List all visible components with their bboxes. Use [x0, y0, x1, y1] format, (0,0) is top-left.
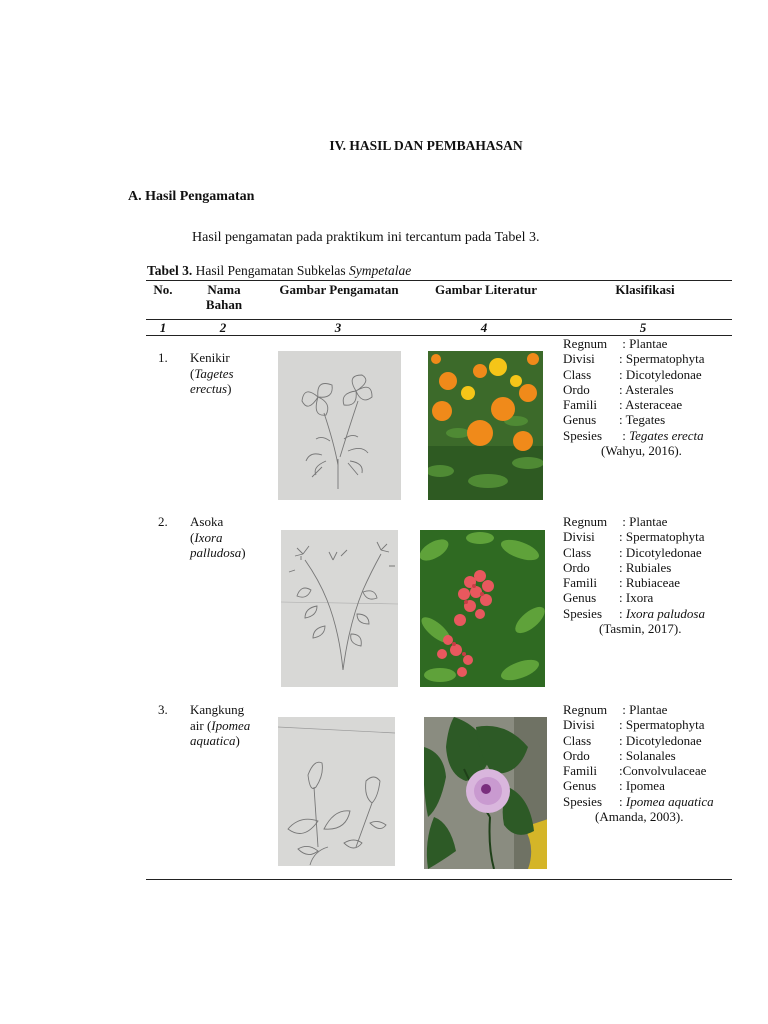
row-1-famili: Famili : Asteraceae: [563, 397, 683, 413]
row-2-klasifikasi: [563, 514, 705, 636]
header-no: No.: [153, 282, 173, 297]
row-2-regnum: Regnum : Plantae: [563, 514, 668, 529]
row-2-no: 2.: [158, 514, 168, 529]
column-number-4: 4: [480, 320, 488, 335]
row-3-nama: [190, 702, 250, 749]
row-1-literature-photo: [428, 351, 543, 500]
header-nama-bahan: [196, 282, 252, 312]
marigold-sketch-drawing: [278, 351, 401, 500]
row-3-ordo: Ordo : Solanales: [563, 747, 676, 763]
morning-glory-photo: [424, 717, 547, 869]
row-3-class: Class : Dicotyledonae: [563, 732, 702, 748]
row-2-name-scientific-1: (Ixora: [190, 529, 223, 545]
row-3-name-common: Kangkung: [190, 702, 245, 717]
water-spinach-sketch-drawing: [278, 717, 395, 866]
section-title: A. Hasil Pengamatan: [128, 189, 255, 204]
row-3-famili: Famili :Convolvulaceae: [563, 763, 707, 779]
row-1-divisi: Divisi : Spermatophyta: [563, 351, 705, 367]
column-number-1: 1: [159, 320, 167, 335]
row-1-class: Class : Dicotyledonae: [563, 366, 702, 382]
column-number-5: 5: [639, 320, 647, 335]
row-2-name-scientific-2: palludosa): [190, 545, 246, 560]
header-nama-line2: Bahan: [205, 297, 243, 312]
row-1-no: 1.: [158, 350, 168, 365]
row-2-famili: Famili : Rubiaceae: [563, 575, 680, 591]
marigold-photo: [428, 351, 543, 500]
row-3-literature-photo: [424, 717, 547, 869]
row-2-sketch-image: [281, 530, 398, 687]
row-2-literature-photo: [420, 530, 545, 687]
row-1-name-scientific-2: erectus): [190, 381, 232, 396]
row-1-genus: Genus : Tegates: [563, 412, 666, 428]
row-2-class: Class : Dicotyledonae: [563, 544, 702, 560]
row-3-divisi: Divisi : Spermatophyta: [563, 717, 705, 733]
row-2-divisi: Divisi : Spermatophyta: [563, 529, 705, 545]
row-3-name-scientific-2: aquatica): [190, 733, 240, 748]
chapter-title: IV. HASIL DAN PEMBAHASAN: [329, 138, 523, 153]
table-bottom-rule: [146, 879, 732, 880]
row-1-spesies: Spesies : Tegates erecta: [563, 427, 704, 443]
row-3-spesies: Spesies : Ipomea aquatica: [563, 793, 714, 809]
ixora-sketch-drawing: [281, 530, 398, 687]
row-2-name-common: Asoka: [190, 514, 224, 529]
column-number-2: 2: [219, 320, 227, 335]
row-2-spesies: Spesies : Ixora paludosa: [563, 605, 705, 621]
header-gambar-pengamatan: Gambar Pengamatan: [279, 282, 399, 297]
header-klasifikasi: Klasifikasi: [615, 282, 675, 297]
column-number-3: 3: [334, 320, 342, 335]
row-1-klasifikasi: [563, 336, 705, 458]
row-1-nama: [190, 350, 234, 397]
row-1-reference: (Wahyu, 2016).: [601, 443, 682, 459]
row-3-regnum: Regnum : Plantae: [563, 702, 668, 717]
header-nama-line1: Nama: [207, 282, 241, 297]
row-3-reference: (Amanda, 2003).: [595, 809, 684, 825]
row-3-genus: Genus : Ipomea: [563, 778, 665, 794]
row-1-name-common: Kenikir: [190, 350, 230, 365]
table-top-rule: [146, 280, 732, 281]
row-1-sketch-image: [278, 351, 401, 500]
row-3-no: 3.: [158, 702, 168, 717]
header-gambar-literatur: Gambar Literatur: [435, 282, 537, 297]
table-caption-label: Tabel 3.: [147, 263, 193, 278]
ixora-photo: [420, 530, 545, 687]
row-3-klasifikasi: [563, 702, 714, 824]
intro-paragraph: Hasil pengamatan pada praktikum ini tercantum pada Tabel 3.: [192, 230, 540, 245]
row-1-regnum: Regnum : Plantae: [563, 336, 668, 351]
table-caption: [147, 263, 411, 279]
row-1-ordo: Ordo : Asterales: [563, 381, 674, 397]
table-caption-text: Hasil Pengamatan Subkelas: [192, 263, 350, 278]
row-2-nama: [190, 514, 246, 561]
row-2-ordo: Ordo : Rubiales: [563, 559, 672, 575]
row-2-reference: (Tasmin, 2017).: [599, 621, 682, 637]
row-1-name-scientific-1: (Tagetes: [190, 365, 234, 381]
table-caption-italic: Sympetalae: [349, 263, 412, 278]
row-3-sketch-image: [278, 717, 395, 866]
row-2-genus: Genus : Ixora: [563, 590, 654, 606]
row-3-name-scientific-1: air (Ipomea: [190, 717, 251, 733]
